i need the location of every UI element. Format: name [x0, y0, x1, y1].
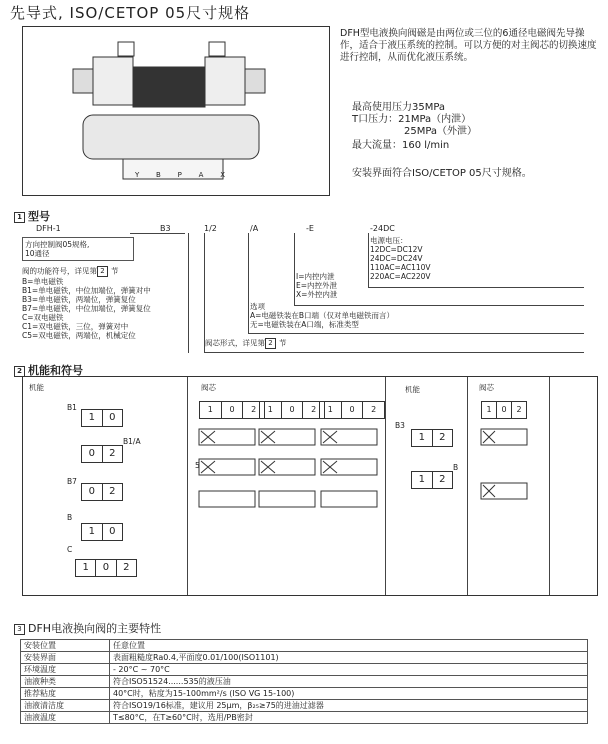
feature-value: - 20°C ~ 70°C: [110, 664, 588, 676]
feature-value: 表面粗糙度Ra0.4,平面度0.01/100(ISO1101): [110, 652, 588, 664]
port-a: A: [198, 171, 204, 179]
type-desc-line: 方向控制阀05规格,: [25, 240, 90, 249]
features-heading-text: DFH电液换向阀的主要特性: [28, 622, 162, 635]
table-row: [21, 688, 588, 700]
section-ref: 2: [265, 338, 276, 349]
spool-symbols-right: [477, 425, 537, 505]
description: DFH型电液换向阀磁是由两位或三位的6通径电磁阀先导操作，适合于液压系统的控制。可以方便的对主阀芯的切换速度进行控制，从而优化液压系统。: [340, 28, 597, 63]
feature-value: 符合ISO19/16标准，建议用 25μm，β₂₅≥75的进油过滤器: [110, 700, 588, 712]
model-heading-text: 型号: [28, 210, 50, 223]
function-item: C1=双电磁铁，三位，弹簧对中: [22, 322, 129, 331]
section-ref: 2: [97, 266, 108, 277]
table-row: [21, 712, 588, 724]
port-b: B: [156, 171, 161, 179]
label-b-2: B: [453, 463, 459, 472]
valve-drawing: [23, 27, 329, 195]
spool-row-102: 1 0 2: [319, 401, 385, 419]
option-title: 选项: [250, 302, 265, 311]
drain-item: X=外控内泄: [296, 290, 338, 299]
section-number: 3: [14, 624, 25, 635]
voltage-item: 110AC=AC110V: [370, 263, 431, 272]
feature-value: 40°C时，粘度为15-100mm²/s (ISO VG 15-100): [110, 688, 588, 700]
feature-value: 任意位置: [110, 640, 588, 652]
spec-t-pressure-ext: 25MPa（外泄）: [404, 126, 478, 137]
code-option: /A: [250, 224, 259, 233]
spec-max-pressure: 最高使用压力35MPa: [352, 102, 446, 113]
symbol-b1: 1 0: [81, 409, 123, 427]
features-table: [20, 639, 588, 724]
code-b3: B3: [160, 224, 171, 233]
drain-item: E=内控外泄: [296, 281, 338, 290]
label-b: B: [67, 513, 73, 522]
label-c: C: [67, 545, 73, 554]
label-b1a: B1/A: [123, 437, 141, 446]
port-y: Y: [135, 171, 140, 179]
col-function: 机能: [29, 383, 44, 392]
function-list: [22, 266, 188, 340]
function-item: B7=单电磁铁，中位加端位，弹簧复位: [22, 304, 151, 313]
feature-key: 油液温度: [21, 712, 110, 724]
symbol-c: 1 0 2: [75, 559, 137, 577]
drain-item: I=内控内泄: [296, 272, 335, 281]
feature-key: 油液种类: [21, 676, 110, 688]
drain-list: [296, 272, 337, 299]
symbol-b7: 0 2: [81, 483, 123, 501]
section-number: 2: [14, 366, 25, 377]
spool-symbols: [193, 425, 383, 535]
symbol-b-2: 1 2: [411, 471, 453, 489]
spec-max-flow: 最大流量：160 l/min: [352, 140, 450, 151]
option-item: A=电磁铁装在B口端（仅对单电磁铁而言）: [250, 311, 395, 320]
feature-key: 油液清洁度: [21, 700, 110, 712]
table-row: [21, 664, 588, 676]
col-spool-2: 阀芯: [479, 383, 494, 392]
feature-value: 符合ISO51524......535的液压油: [110, 676, 588, 688]
section-number: 1: [14, 212, 25, 223]
col-spool: 阀芯: [201, 383, 216, 392]
spool-row-102-right: 1 0 2: [481, 401, 527, 419]
type-desc-box: [22, 237, 134, 261]
feature-key: 环境温度: [21, 664, 110, 676]
table-row: [21, 640, 588, 652]
function-item: B=单电磁铁: [22, 277, 64, 286]
label-b7: B7: [67, 477, 77, 486]
option-item: 无=电磁铁装在A口端，标准类型: [250, 320, 359, 329]
mounting-note: 安装界面符合ISO/CETOP 05尺寸规格。: [352, 168, 532, 179]
functions-panel: [22, 376, 598, 596]
valve-illustration: [22, 26, 330, 196]
spool-row-102: 1 0 2: [199, 401, 265, 419]
feature-key: 安装位置: [21, 640, 110, 652]
page-title: 先导式, ISO/CETOP 05尺寸规格: [10, 4, 251, 22]
symbol-b3: 1 2: [411, 429, 453, 447]
model-heading: [14, 208, 50, 224]
code-spool: 1/2: [204, 224, 217, 233]
port-x: X: [220, 171, 225, 179]
spool-number-5: 5: [195, 461, 200, 470]
type-desc-line: 10通径: [25, 249, 50, 258]
label-b3: B3: [395, 421, 405, 430]
function-item: B1=单电磁铁，中位加端位，弹簧对中: [22, 286, 151, 295]
voltage-item: 24DC=DC24V: [370, 254, 423, 263]
table-row: [21, 700, 588, 712]
voltage-title: 电源电压：: [370, 236, 408, 245]
code-drain: -E: [306, 224, 314, 233]
label-b1: B1: [67, 403, 77, 412]
table-row: [21, 652, 588, 664]
function-title: 阀的功能符号，详见第 2 节: [22, 266, 119, 276]
function-item: C5=双电磁铁，两端位，机械定位: [22, 331, 136, 340]
function-item: B3=单电磁铁，两端位，弹簧复位: [22, 295, 136, 304]
code-voltage: -24DC: [370, 224, 395, 233]
voltage-list: [370, 236, 431, 281]
voltage-item: 12DC=DC12V: [370, 245, 423, 254]
code-dfh: DFH-1: [36, 224, 61, 233]
features-heading: [14, 620, 161, 636]
function-item: C=双电磁铁: [22, 313, 64, 322]
voltage-item: 220AC=AC220V: [370, 272, 431, 281]
feature-key: 安装界面: [21, 652, 110, 664]
feature-key: 推荐粘度: [21, 688, 110, 700]
functions-heading-text: 机能和符号: [28, 364, 83, 377]
spool-title: 阀芯形式，详见第 2 节: [205, 338, 287, 348]
symbol-b1a: 0 2: [81, 445, 123, 463]
spool-row-102: 1 0 2: [259, 401, 325, 419]
feature-value: T≤80°C，在T≥60°C时，选用/PB密封: [110, 712, 588, 724]
option-list: [250, 302, 394, 329]
col-function-2: 机能: [405, 385, 420, 394]
symbol-b: 1 0: [81, 523, 123, 541]
port-p: P: [177, 171, 182, 179]
spec-t-pressure: T口压力：21MPa（内泄）: [352, 114, 472, 125]
table-row: [21, 676, 588, 688]
